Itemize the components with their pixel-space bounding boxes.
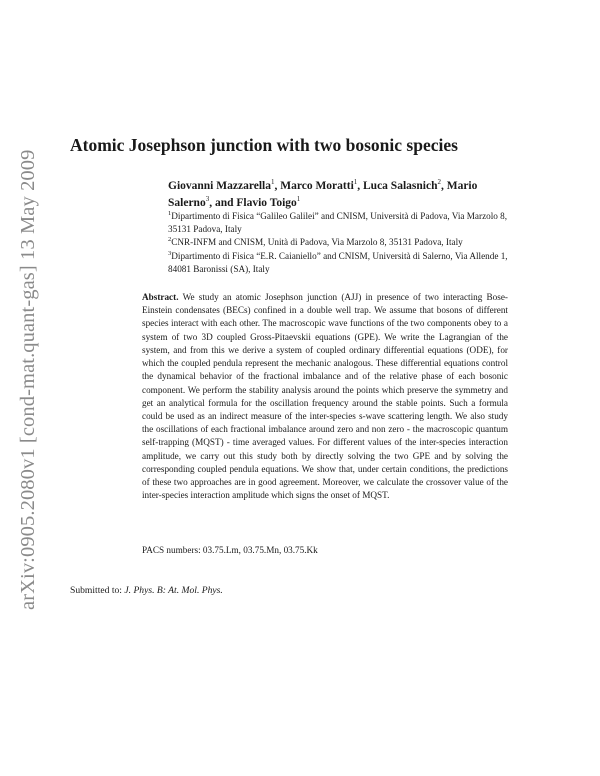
abstract	[142, 291, 508, 503]
submitted-label: Submitted to:	[70, 585, 122, 596]
affiliation: $^2$CNR-INFM and CNISM, Unità di Padova, Via Marzolo 8, 35131 Padova, Italy	[168, 236, 463, 248]
affiliation: $^3$Dipartimento di Fisica “E.R. Caianiello” and CNISM, Università di Salerno, Via Allende 1, 84081 Baronissi (SA), Italy	[168, 249, 508, 274]
arxiv-identifier-stamp: arXiv:0905.2080v1 [cond-mat.quant-gas] 13 May 2009	[17, 149, 39, 610]
author-list	[168, 178, 508, 212]
paper-title: Atomic Josephson junction with two bosonic species	[70, 135, 458, 155]
author: Luca Salasnich$^2$,	[363, 178, 447, 192]
submitted-to	[70, 585, 223, 596]
author: Giovanni Mazzarella$^1$,	[168, 178, 281, 192]
author: Flavio Toigo$^1$	[236, 195, 301, 209]
abstract-text: We study an atomic Josephson junction (AJJ) in presence of two interacting Bose-Einstein condensates (BECs) confined in a double well trap. We assume that bosons of different species interact with each other. The macroscopic wave functions of the two components obey to a system of two 3D coupled Gross-Pitaevskii equations (GPE). We write the Lagrangian of the system, and from this we derive a system of coupled ordinary differential equations (ODE), for which the coupled pendula represent the mechanic analogous. These differential equations control the dynamical behavior of the fractional imbalance and of the relative phase of each bosonic component. We perform the stability analysis around the points which preserve the symmetry and get an analytical formula for the oscillation frequency around the stable points. Such a formula could be used as an indirect measure of the inter-species s-wave scattering length. We also study the oscillations of each fractional imbalance around zero and non zero - the macroscopic quantum self-trapping (MQST) - time averaged values. For different values of the inter-species interaction amplitude, we carry out this study both by directly solving the two GPE and by solving the corresponding coupled pendula equations. We show that, under certain conditions, the predictions of these two approaches are in good agreement. Moreover, we calculate the crossover value of the inter-species interaction amplitude which signs the onset of MQST.	[142, 292, 508, 501]
pacs-numbers: PACS numbers: 03.75.Lm, 03.75.Mn, 03.75.Kk	[142, 545, 318, 555]
abstract-label: Abstract.	[142, 292, 179, 302]
journal-name: J. Phys. B: At. Mol. Phys.	[124, 585, 223, 596]
author: Marco Moratti$^1$,	[280, 178, 364, 192]
author: Mario Salerno$^3$, and	[168, 180, 478, 209]
affiliation-list	[168, 210, 508, 276]
affiliation: $^1$Dipartimento di Fisica “Galileo Galilei” and CNISM, Università di Padova, Via Marzolo 8, 35131 Padova, Italy	[168, 209, 508, 235]
